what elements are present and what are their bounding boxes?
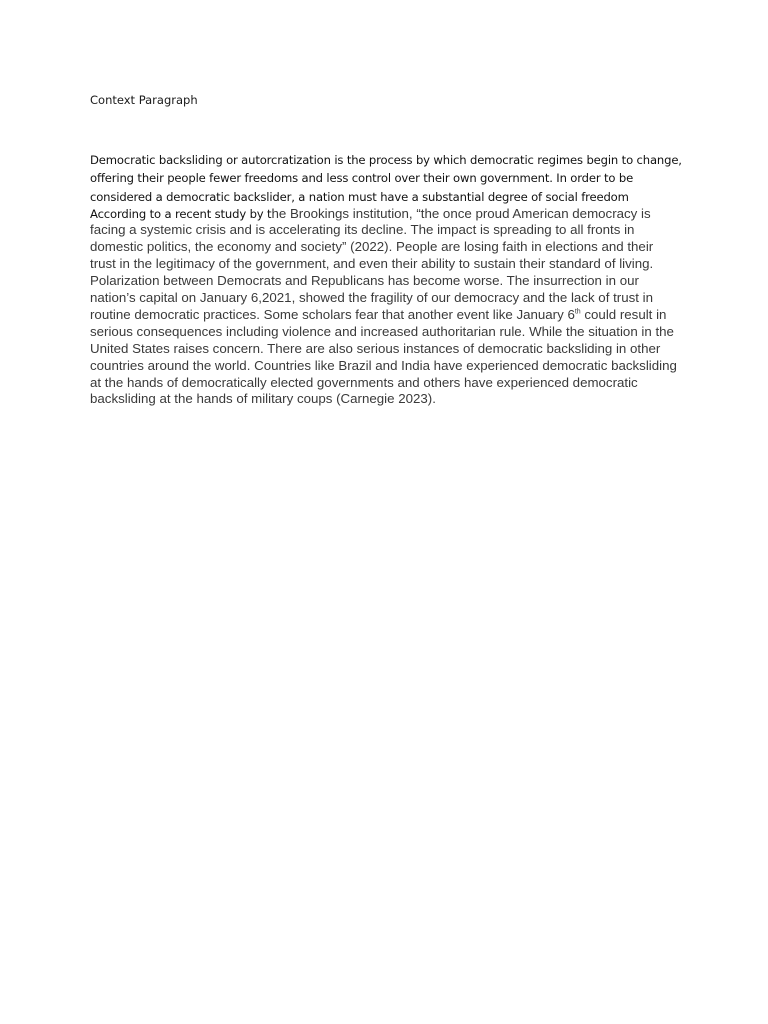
context-paragraph xyxy=(90,151,690,408)
page-title: Context Paragraph xyxy=(90,93,198,107)
paragraph-line: United States raises concern. There are also serious instances of democratic backsliding in other xyxy=(90,340,661,356)
line-text-before: routine democratic practices. Some scholars fear that another event like January 6 xyxy=(90,306,575,322)
paragraph-line: backsliding at the hands of military coups (Carnegie 2023). xyxy=(90,391,436,407)
paragraph-line: Democratic backsliding or autorcratization is the process by which democratic regimes begin to change, xyxy=(90,153,682,167)
paragraph-line: considered a democratic backslider, a nation must have a substantial degree of social freedom xyxy=(90,189,629,204)
paragraph-line: Polarization between Democrats and Republicans has become worse. The insurrection in our xyxy=(90,273,639,289)
ordinal-superscript: th xyxy=(574,308,581,316)
line-text-after: could result in xyxy=(580,306,667,322)
paragraph-line: countries around the world. Countries like Brazil and India have experienced democratic backsliding xyxy=(90,357,677,373)
line-text-start: According to a recent study by t xyxy=(90,206,272,221)
paragraph-line: trust in the legitimacy of the government, and even their ability to sustain their standard of living. xyxy=(90,256,654,272)
paragraph-line: facing a systemic crisis and is accelerating its decline. The impact is spreading to all fronts in xyxy=(90,222,635,238)
paragraph-line: nation’s capital on January 6,2021, showed the fragility of our democracy and the lack of trust in xyxy=(90,290,653,306)
paragraph-line xyxy=(90,206,690,223)
paragraph-line xyxy=(90,307,690,324)
paragraph-line: serious consequences including violence and increased authoritarian rule. While the situation in the xyxy=(90,323,674,339)
line-text-end: he Brookings institution, “the once proud American democracy is xyxy=(271,205,651,221)
paragraph-line: offering their people fewer freedoms and less control over their own government. In order to be xyxy=(90,171,634,186)
paragraph-line: at the hands of democratically elected governments and others have experienced democratic xyxy=(90,374,638,390)
paragraph-line: domestic politics, the economy and society” (2022). People are losing faith in elections and their xyxy=(90,239,654,255)
